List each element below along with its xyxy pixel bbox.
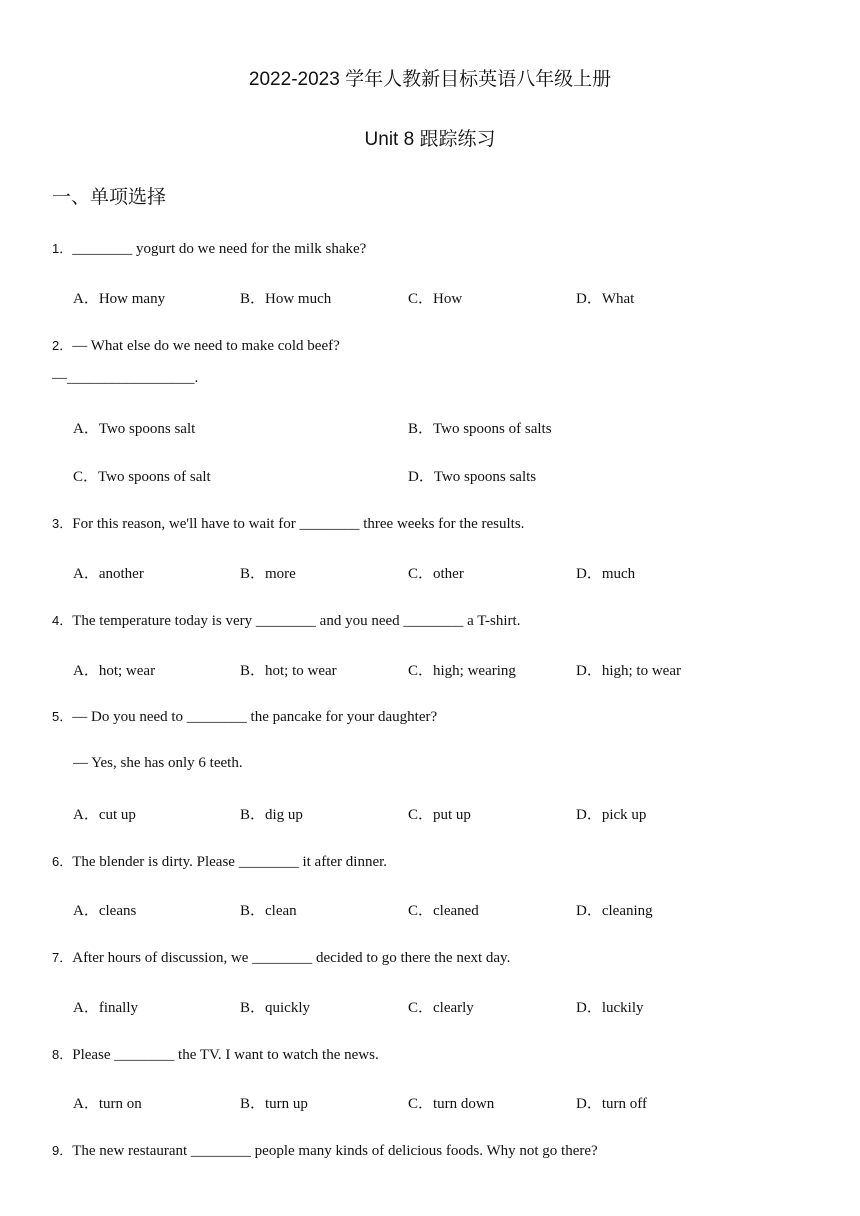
question-1 (52, 238, 366, 258)
answer-blank-line: —_________________. (52, 370, 199, 386)
question-number: 3． (52, 516, 73, 531)
question-6 (52, 851, 387, 871)
option-a[interactable]: A．How many (73, 291, 166, 307)
option-a[interactable]: A．cut up (73, 807, 136, 823)
option-a[interactable]: A．finally (73, 1000, 138, 1016)
option-a[interactable]: A．hot; wear (73, 663, 156, 679)
question-number: 9． (52, 1143, 73, 1158)
question-9 (52, 1140, 598, 1160)
question-stem: ________ yogurt do we need for the milk shake? (72, 241, 367, 257)
option-d[interactable]: D．high; to wear (576, 663, 681, 679)
question-stem: — What else do we need to make cold beef? (72, 338, 340, 354)
worksheet-subtitle: Unit 8 跟踪练习 (364, 129, 496, 150)
option-c[interactable]: C．turn down (408, 1096, 495, 1112)
question-stem: The blender is dirty. Please ________ it after dinner. (72, 854, 388, 870)
option-b[interactable]: B．clean (240, 903, 297, 919)
question-stem: For this reason, we'll have to wait for ________ three weeks for the results. (72, 516, 525, 532)
question-2 (52, 335, 340, 355)
option-b[interactable]: B．How much (240, 291, 332, 307)
question-stem: After hours of discussion, we ________ decided to go there the next day. (72, 950, 511, 966)
question-number: 4． (52, 613, 73, 628)
option-a[interactable]: A．turn on (73, 1096, 142, 1112)
question-stem: — Do you need to ________ the pancake for your daughter? (72, 709, 438, 725)
option-c[interactable]: C．How (408, 291, 463, 307)
option-b[interactable]: B．quickly (240, 1000, 310, 1016)
option-d[interactable]: D．cleaning (576, 903, 653, 919)
option-b[interactable]: B．dig up (240, 807, 303, 823)
option-d[interactable]: D．much (576, 566, 636, 582)
dialogue-reply: — Yes, she has only 6 teeth. (73, 755, 243, 771)
option-a[interactable]: A．another (73, 566, 144, 582)
question-number: 1． (52, 241, 73, 256)
option-b[interactable]: B．Two spoons of salts (408, 421, 552, 437)
option-c[interactable]: C．other (408, 566, 464, 582)
option-d[interactable]: D．pick up (576, 807, 647, 823)
question-stem: The temperature today is very ________ and you need ________ a T-shirt. (72, 613, 521, 629)
question-number: 6． (52, 854, 73, 869)
option-d[interactable]: D．What (576, 291, 635, 307)
question-number: 5． (52, 709, 73, 724)
option-b[interactable]: B．hot; to wear (240, 663, 337, 679)
option-b[interactable]: B．turn up (240, 1096, 308, 1112)
question-8 (52, 1044, 379, 1064)
question-stem: Please ________ the TV. I want to watch the news. (72, 1047, 379, 1063)
option-c[interactable]: C．put up (408, 807, 471, 823)
question-5 (52, 706, 437, 726)
option-d[interactable]: D．turn off (576, 1096, 647, 1112)
question-3 (52, 513, 524, 533)
worksheet-title: 2022-2023 学年人教新目标英语八年级上册 (248, 69, 612, 90)
option-c[interactable]: C．clearly (408, 1000, 474, 1016)
option-d[interactable]: D．luckily (576, 1000, 644, 1016)
option-a[interactable]: A．Two spoons salt (73, 421, 196, 437)
option-b[interactable]: B．more (240, 566, 296, 582)
question-number: 7． (52, 950, 73, 965)
question-stem: The new restaurant ________ people many kinds of delicious foods. Why not go there? (72, 1143, 598, 1159)
question-number: 2． (52, 338, 73, 353)
option-c[interactable]: C．high; wearing (408, 663, 516, 679)
option-a[interactable]: A．cleans (73, 903, 137, 919)
section-heading: 一、单项选择 (52, 186, 167, 208)
option-c[interactable]: C．cleaned (408, 903, 479, 919)
option-d[interactable]: D．Two spoons salts (408, 469, 537, 485)
question-4 (52, 610, 520, 630)
option-c[interactable]: C．Two spoons of salt (73, 469, 211, 485)
question-7 (52, 947, 510, 967)
question-number: 8． (52, 1047, 73, 1062)
